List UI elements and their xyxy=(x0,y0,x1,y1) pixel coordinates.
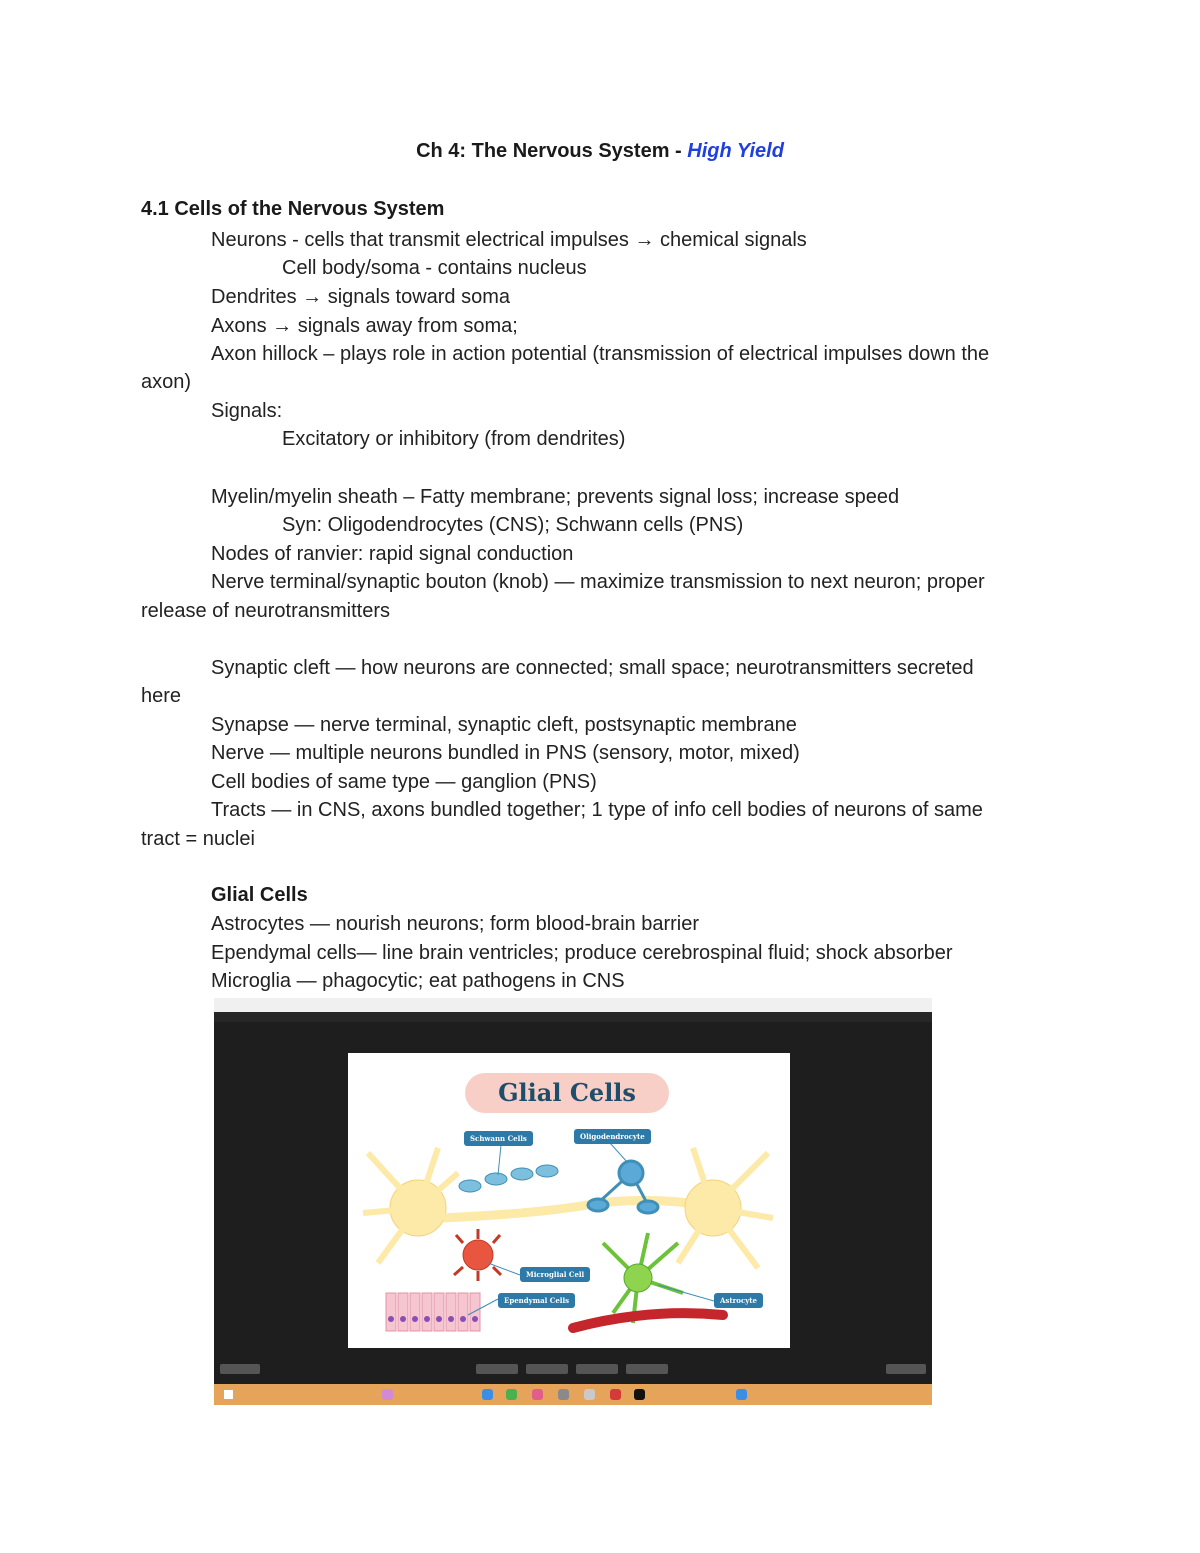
app-icon xyxy=(584,1389,595,1400)
note-line: Syn: Oligodendrocytes (CNS); Schwann cells (PNS) xyxy=(282,514,744,536)
glial-line: Microglia — phagocytic; eat pathogens in CNS xyxy=(211,970,625,992)
label-schwann-cells: Schwann Cells xyxy=(464,1131,533,1146)
note-line: Synapse — nerve terminal, synaptic cleft, postsynaptic membrane xyxy=(211,714,797,736)
note-line: Nerve terminal/synaptic bouton (knob) — maximize transmission to next neuron; proper xyxy=(211,571,985,593)
screenshot-button xyxy=(626,1364,668,1374)
note-line: Neurons - cells that transmit electrical impulses → chemical signals xyxy=(211,229,807,251)
title-main: Ch 4: The Nervous System - xyxy=(416,140,688,162)
note-line: Dendrites → signals toward soma xyxy=(211,286,511,308)
embedded-screenshot xyxy=(214,998,932,1405)
label-astrocyte: Astrocyte xyxy=(714,1293,763,1308)
note-line: Cell body/soma - contains nucleus xyxy=(282,257,587,279)
note-line: Axon hillock – plays role in action potential (transmission of electrical impulses down the xyxy=(211,343,990,365)
app-icon xyxy=(736,1389,747,1400)
note-line: here xyxy=(141,685,182,707)
note-line: release of neurotransmitters xyxy=(141,600,391,622)
windows-taskbar xyxy=(214,1384,932,1405)
screenshot-button xyxy=(220,1364,260,1374)
title-highlight: High Yield xyxy=(687,140,784,162)
section-heading: 4.1 Cells of the Nervous System xyxy=(141,198,445,220)
window-menubar xyxy=(214,1012,932,1022)
document-title xyxy=(0,140,1200,163)
app-icon xyxy=(506,1389,517,1400)
label-ependymal-cells: Ependymal Cells xyxy=(498,1293,575,1308)
screenshot-button xyxy=(476,1364,518,1374)
screenshot-button xyxy=(526,1364,568,1374)
label-microglial-cell: Microglial Cell xyxy=(520,1267,590,1282)
note-line: Excitatory or inhibitory (from dendrites) xyxy=(282,428,626,450)
note-line: axon) xyxy=(141,371,192,393)
note-line: Tracts — in CNS, axons bundled together; 1 type of info cell bodies of neurons of same xyxy=(211,799,983,821)
app-icon xyxy=(482,1389,493,1400)
windows-start-icon xyxy=(224,1390,233,1399)
app-icon xyxy=(610,1389,621,1400)
window-titlebar xyxy=(214,998,932,1012)
app-icon xyxy=(532,1389,543,1400)
note-line: tract = nuclei xyxy=(141,828,255,850)
screenshot-button xyxy=(886,1364,926,1374)
glial-line: Ependymal cells— line brain ventricles; produce cerebrospinal fluid; shock absorber xyxy=(211,942,953,964)
note-line: Signals: xyxy=(211,400,283,422)
note-line: Synaptic cleft — how neurons are connected; small space; neurotransmitters secreted xyxy=(211,657,974,679)
flashcard-image xyxy=(348,1053,790,1348)
app-icon xyxy=(382,1389,393,1400)
glial-heading: Glial Cells xyxy=(211,884,308,906)
glial-line: Astrocytes — nourish neurons; form blood-brain barrier xyxy=(211,913,699,935)
label-oligodendrocyte: Oligodendrocyte xyxy=(574,1129,651,1144)
note-line: Cell bodies of same type — ganglion (PNS) xyxy=(211,771,597,793)
glial-cells-title: Glial Cells xyxy=(465,1073,669,1113)
app-icon xyxy=(558,1389,569,1400)
note-line: Nodes of ranvier: rapid signal conduction xyxy=(211,543,574,565)
screenshot-button xyxy=(576,1364,618,1374)
note-line: Axons → signals away from soma; xyxy=(211,315,518,337)
note-line: Nerve — multiple neurons bundled in PNS (sensory, motor, mixed) xyxy=(211,742,800,764)
app-icon xyxy=(634,1389,645,1400)
note-line: Myelin/myelin sheath – Fatty membrane; prevents signal loss; increase speed xyxy=(211,486,900,508)
